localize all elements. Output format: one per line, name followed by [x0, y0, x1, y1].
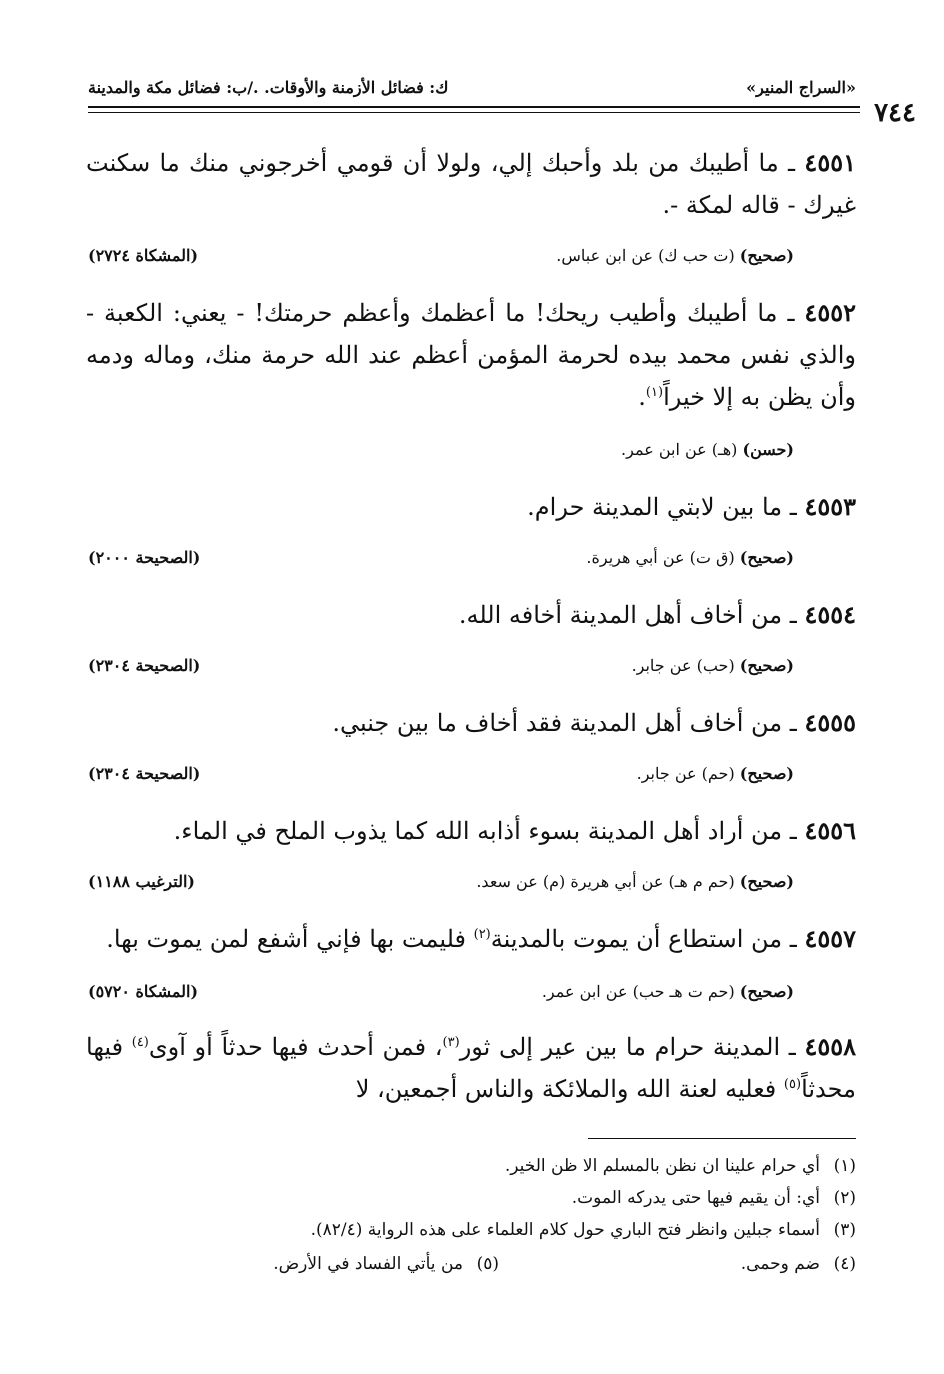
hadith-number: ٤٥٥١ — [804, 148, 856, 177]
hadith-number: ٤٥٥٦ — [804, 816, 856, 845]
hadith-entry — [86, 1026, 856, 1110]
footnote-number: (٥) — [476, 1254, 499, 1274]
footnote — [741, 1254, 856, 1274]
hadith-source: (الصحيحة ٢٣٠٤) — [88, 764, 201, 783]
footnote-number: (٤) — [833, 1254, 856, 1274]
hadith-narration: (حب) عن جابر. — [631, 656, 735, 675]
hadith-entry — [86, 594, 856, 636]
hadith-grade: (صحيح) — [739, 656, 794, 675]
hadith-entry — [86, 810, 856, 852]
running-title-book: «السراج المنير» — [746, 78, 856, 97]
hadith-grade: (صحيح) — [739, 548, 794, 567]
footnote — [505, 1156, 856, 1176]
footnote-marker: (٢) — [473, 927, 491, 942]
hadith-text: ـ ما بين لابتي المدينة حرام. — [527, 493, 797, 521]
hadith-narration: (ت حب ك) عن ابن عباس. — [556, 246, 735, 265]
hadith-narration: (هـ) عن ابن عمر. — [621, 440, 738, 459]
footnote-marker: (٥) — [783, 1077, 802, 1092]
hadith-text-end: . — [638, 383, 646, 411]
hadith-text-end: فليمت بها فإني أشفع لمن يموت بها. — [106, 925, 474, 953]
hadith-source: (المشكاة ٥٧٢٠) — [88, 982, 199, 1001]
hadith-reference — [556, 246, 794, 265]
hadith-grade: (صحيح) — [739, 872, 794, 891]
hadith-reference — [586, 548, 794, 567]
hadith-text-part: فيها محدثاً — [86, 1033, 856, 1103]
hadith-text: ـ ما أطيبك وأطيب ريحك! ما أعظمك وأعظم حرمتك! - يعني: الكعبة - والذي نفس محمد بيده لحرمة المؤمن أعظم عند الله حرمة منك، وماله ودمه وأن يظن به إلا خيراً — [86, 299, 856, 411]
hadith-grade: (حسن) — [742, 440, 794, 459]
page-number: ٧٤٤ — [874, 98, 916, 128]
footnote-marker: (١) — [645, 385, 664, 400]
hadith-number: ٤٥٥٧ — [804, 924, 856, 953]
hadith-narration: (حم م هـ) عن أبي هريرة (م) عن سعد. — [476, 872, 735, 891]
running-title-chapter: ك: فضائل الأزمنة والأوقات. ./ب: فضائل مكة والمدينة — [88, 78, 449, 97]
hadith-grade: (صحيح) — [739, 246, 794, 265]
hadith-narration: (حم) عن جابر. — [636, 764, 735, 783]
hadith-number: ٤٥٥٨ — [804, 1032, 857, 1061]
hadith-reference — [476, 872, 794, 891]
hadith-source: (الصحيحة ٢٣٠٤) — [88, 656, 201, 675]
hadith-number: ٤٥٥٥ — [804, 708, 856, 737]
header-rule-thin — [88, 112, 860, 113]
hadith-text: ـ من أخاف أهل المدينة أخافه الله. — [458, 601, 797, 629]
hadith-entry — [86, 486, 856, 528]
footnote-number: (١) — [833, 1156, 856, 1176]
hadith-source: (الترغيب ١١٨٨) — [88, 872, 195, 891]
hadith-reference — [632, 656, 794, 675]
hadith-text: ـ من أراد أهل المدينة بسوء أذابه الله كما يذوب الملح في الماء. — [173, 817, 797, 845]
footnote-text: من يأتي الفساد في الأرض. — [273, 1254, 463, 1274]
hadith-narration: (حم ت هـ حب) عن ابن عمر. — [541, 982, 735, 1001]
hadith-reference — [637, 764, 794, 783]
footnote — [273, 1254, 499, 1274]
hadith-number: ٤٥٥٤ — [804, 600, 856, 629]
hadith-source: (الصحيحة ٢٠٠٠) — [88, 548, 201, 567]
hadith-narration: (ق ت) عن أبي هريرة. — [586, 548, 735, 567]
hadith-entry — [86, 292, 856, 418]
hadith-reference — [542, 982, 794, 1001]
hadith-text: ـ من استطاع أن يموت بالمدينة — [490, 925, 797, 953]
hadith-entry — [86, 142, 856, 226]
footnote-marker: (٤) — [131, 1035, 149, 1050]
hadith-reference — [621, 440, 794, 459]
hadith-number: ٤٥٥٢ — [804, 298, 856, 327]
hadith-grade: (صحيح) — [739, 764, 794, 783]
footnote-text: أسماء جبلين وانظر فتح الباري حول كلام العلماء على هذه الرواية (٨٢/٤). — [310, 1220, 820, 1240]
hadith-text-part: ، فمن أحدث فيها حدثاً أو آوى — [148, 1033, 443, 1061]
footnote-text: ضم وحمى. — [740, 1254, 820, 1274]
footnote — [572, 1188, 856, 1208]
hadith-text-part: فعليه لعنة الله والملائكة والناس أجمعين، لا — [355, 1075, 784, 1103]
hadith-source: (المشكاة ٢٧٢٤) — [88, 246, 199, 265]
hadith-grade: (صحيح) — [739, 982, 794, 1001]
footnote-number: (٢) — [833, 1188, 856, 1208]
footnote-text: أي: أن يقيم فيها حتى يدركه الموت. — [571, 1188, 820, 1208]
hadith-entry — [86, 702, 856, 744]
footnote-number: (٣) — [833, 1220, 856, 1240]
footnote-separator — [588, 1138, 856, 1139]
header-rule-thick — [88, 106, 860, 108]
hadith-text: ـ من أخاف أهل المدينة فقد أخاف ما بين جنبي. — [332, 709, 797, 737]
footnote-marker: (٣) — [442, 1035, 460, 1050]
footnote — [311, 1220, 856, 1240]
hadith-number: ٤٥٥٣ — [804, 492, 856, 521]
hadith-text: ـ ما أطيبك من بلد وأحبك إلي، ولولا أن قومي أخرجوني منك ما سكنت غيرك - قاله لمكة -. — [86, 149, 856, 219]
footnote-text: أي حرام علينا ان نظن بالمسلم الا ظن الخير. — [504, 1156, 820, 1176]
hadith-entry — [86, 918, 856, 960]
hadith-text: ـ المدينة حرام ما بين عير إلى ثور — [459, 1033, 796, 1061]
